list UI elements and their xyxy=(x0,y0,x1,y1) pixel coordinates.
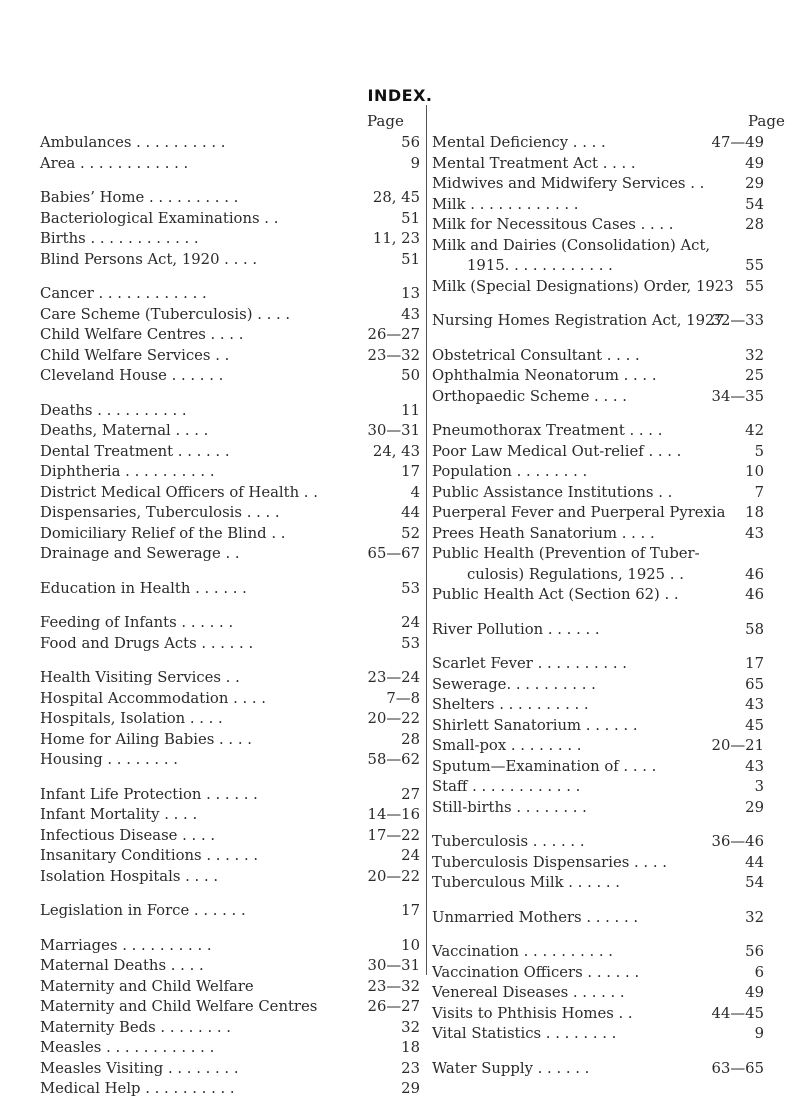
index-entry-page: 55 xyxy=(745,277,764,295)
index-entry-page: 11, 23 xyxy=(372,230,420,247)
index-entry-name: River Pollution . . . . . . xyxy=(432,620,600,638)
index-entry-page: 26—27 xyxy=(367,326,420,343)
index-entry-name: Diphtheria . . . . . . . . . . xyxy=(40,463,215,480)
index-entry-name: Legislation in Force . . . . . . xyxy=(40,902,246,919)
index-entry xyxy=(432,798,764,819)
index-entry-page: 50 xyxy=(401,367,420,384)
page-title: INDEX. xyxy=(367,86,433,105)
index-entry-page: 11 xyxy=(401,401,420,419)
index-entry xyxy=(432,524,764,545)
index-entry-page: 32 xyxy=(745,908,764,926)
index-entry xyxy=(40,250,420,271)
index-entry-name: Ophthalmia Neonatorum . . . . xyxy=(432,367,657,384)
index-entry xyxy=(432,1059,764,1080)
index-entry-name: Insanitary Conditions . . . . . . xyxy=(40,847,259,864)
index-entry xyxy=(40,805,420,826)
index-entry-name: Milk for Necessitous Cases . . . . xyxy=(432,216,674,233)
index-entry-page: 24, 43 xyxy=(372,442,420,460)
index-entry-page: 20—22 xyxy=(367,867,420,885)
index-entry xyxy=(40,133,420,154)
index-entry xyxy=(40,1018,420,1039)
index-entry-name: Tuberculosis Dispensaries . . . . xyxy=(432,853,667,871)
index-entry xyxy=(432,387,764,408)
index-entry-name: District Medical Officers of Health . . xyxy=(40,483,318,501)
index-entry-page: 20—21 xyxy=(711,737,764,754)
index-entry-page: 43 xyxy=(401,305,420,323)
index-entry-page: 44 xyxy=(401,504,420,521)
index-entry-name: Ambulances . . . . . . . . . . xyxy=(40,134,226,151)
index-entry-name: Feeding of Infants . . . . . . xyxy=(40,614,234,631)
index-entry-page: 32 xyxy=(745,346,764,364)
index-entry-page: 53 xyxy=(401,634,420,652)
index-entry-page: 63—65 xyxy=(711,1059,764,1077)
index-entry xyxy=(432,963,764,984)
index-entry-name: Medical Help . . . . . . . . . . xyxy=(40,1080,235,1097)
index-entry-name: Child Welfare Centres . . . . xyxy=(40,326,244,343)
index-entry-page: 4 xyxy=(410,483,420,501)
index-entry-name: Milk (Special Designations) Order, 1923 xyxy=(432,277,734,295)
index-entry xyxy=(40,229,420,250)
index-entry xyxy=(40,442,420,463)
index-entry-name: Area . . . . . . . . . . . . xyxy=(40,154,189,172)
index-entry xyxy=(40,867,420,888)
index-entry-page: 18 xyxy=(745,504,764,521)
index-entry-page: 27 xyxy=(401,785,420,803)
index-entry xyxy=(432,853,764,874)
index-entry-name: 1915. . . . . . . . . . . . xyxy=(467,257,613,274)
index-entry xyxy=(40,209,420,230)
index-entry xyxy=(432,277,764,298)
index-entry-name: Venereal Diseases . . . . . . xyxy=(432,984,625,1001)
index-entry-page: 13 xyxy=(401,285,420,302)
index-entry-name: Public Health Act (Section 62) . . xyxy=(432,586,679,603)
index-entry xyxy=(432,983,764,1004)
index-entry-name: Prees Heath Sanatorium . . . . xyxy=(432,524,655,542)
index-entry xyxy=(432,942,764,963)
index-entry-page: 17 xyxy=(401,902,420,919)
index-entry xyxy=(432,346,764,367)
index-entry-page: 54 xyxy=(745,195,764,213)
index-entry xyxy=(432,154,764,175)
index-entry-page: 10 xyxy=(401,936,420,954)
index-entry-page: 24 xyxy=(401,614,420,631)
index-entry-page: 10 xyxy=(745,463,764,480)
index-entry xyxy=(40,689,420,710)
index-entry xyxy=(40,483,420,504)
index-entry-page: 23 xyxy=(401,1059,420,1077)
index-entry-name: Water Supply . . . . . . xyxy=(432,1059,590,1077)
index-entry xyxy=(432,777,764,798)
index-entry xyxy=(40,462,420,483)
index-entry-name: Dispensaries, Tuberculosis . . . . xyxy=(40,504,280,521)
index-entry xyxy=(432,908,764,929)
index-entry-name: Small-pox . . . . . . . . xyxy=(432,737,582,754)
index-entry-name: Sewerage. . . . . . . . . . xyxy=(432,675,596,693)
index-entry-name: Education in Health . . . . . . xyxy=(40,579,247,597)
index-entry xyxy=(432,462,764,483)
index-entry-name: Tuberculous Milk . . . . . . xyxy=(432,874,621,891)
index-entry xyxy=(432,757,764,778)
index-entry-name: Drainage and Sewerage . . xyxy=(40,545,240,562)
index-entry xyxy=(432,565,764,586)
index-entry xyxy=(40,1079,420,1100)
index-entry xyxy=(432,215,764,236)
index-entry xyxy=(432,311,764,332)
index-entry xyxy=(432,675,764,696)
index-entry-page: 34—35 xyxy=(711,387,764,405)
index-entry xyxy=(40,709,420,730)
index-entry xyxy=(432,620,764,641)
index-entry xyxy=(40,284,420,305)
index-entry-page: 9 xyxy=(754,1025,764,1042)
index-entry-name: Cleveland House . . . . . . xyxy=(40,367,224,384)
index-entry xyxy=(40,346,420,367)
index-entry-name: Tuberculosis . . . . . . xyxy=(432,833,585,850)
index-entry xyxy=(40,785,420,806)
index-entry-name: Deaths, Maternal . . . . xyxy=(40,422,209,439)
index-entry-page: 56 xyxy=(745,943,764,960)
index-entry-name: culosis) Regulations, 1925 . . xyxy=(467,565,684,583)
index-entry-page: 49 xyxy=(745,984,764,1001)
index-entry-page: 30—31 xyxy=(367,957,420,974)
index-entry-page: 29 xyxy=(401,1080,420,1097)
index-entry-page: 9 xyxy=(410,154,420,172)
index-entry-page: 17—22 xyxy=(367,826,420,844)
index-entry xyxy=(40,901,420,922)
index-entry-page: 28 xyxy=(401,730,420,748)
index-entry-name: Home for Ailing Babies . . . . xyxy=(40,730,252,748)
index-entry-name: Sputum—Examination of . . . . xyxy=(432,757,657,775)
index-entry-name: Isolation Hospitals . . . . xyxy=(40,867,219,885)
index-entry-name: Measles Visiting . . . . . . . . xyxy=(40,1059,239,1077)
index-entry-name: Shirlett Sanatorium . . . . . . xyxy=(432,716,638,734)
index-entry xyxy=(432,695,764,716)
index-entry-name: Marriages . . . . . . . . . . xyxy=(40,936,212,954)
index-entry-page: 5 xyxy=(754,442,764,460)
index-entry xyxy=(432,736,764,757)
index-entry-page: 30—31 xyxy=(367,422,420,439)
index-entry-name: Child Welfare Services . . xyxy=(40,346,230,364)
index-entry xyxy=(40,634,420,655)
index-entry-name: Vital Statistics . . . . . . . . xyxy=(432,1025,617,1042)
index-entry-page: 28 xyxy=(745,216,764,233)
page-column-header-left: Page xyxy=(367,112,404,130)
index-entry-page: 32—33 xyxy=(711,312,764,329)
index-entry-name: Maternity Beds . . . . . . . . xyxy=(40,1018,231,1036)
index-entry-page: 65 xyxy=(745,675,764,693)
index-entry-page: 58 xyxy=(745,620,764,638)
index-entry-page: 42 xyxy=(745,422,764,439)
index-entry-page: 23—32 xyxy=(367,346,420,364)
index-entry xyxy=(40,401,420,422)
index-entry-page: 14—16 xyxy=(367,806,420,823)
index-entry-name: Blind Persons Act, 1920 . . . . xyxy=(40,250,258,268)
index-entry xyxy=(432,716,764,737)
index-entry xyxy=(40,503,420,524)
index-entry-page: 17 xyxy=(401,463,420,480)
index-entry-name: Vaccination Officers . . . . . . xyxy=(432,963,640,981)
index-entry-page: 29 xyxy=(745,175,764,192)
index-entry-name: Obstetrical Consultant . . . . xyxy=(432,346,640,364)
index-entry-page: 7—8 xyxy=(386,689,420,707)
index-entry xyxy=(40,305,420,326)
index-entry xyxy=(432,503,764,524)
index-entry-name: Poor Law Medical Out-relief . . . . xyxy=(432,442,682,460)
index-entry xyxy=(432,585,764,606)
index-entry xyxy=(432,544,764,565)
index-entry-name: Population . . . . . . . . xyxy=(432,463,588,480)
index-entry-name: Still-births . . . . . . . . xyxy=(432,798,587,816)
index-entry-name: Public Assistance Institutions . . xyxy=(432,483,673,501)
index-entry-name: Orthopaedic Scheme . . . . xyxy=(432,387,627,405)
index-entry-page: 65—67 xyxy=(367,545,420,562)
index-entry-page: 47—49 xyxy=(711,134,764,151)
index-entry xyxy=(432,873,764,894)
index-entry-name: Hospitals, Isolation . . . . xyxy=(40,710,223,727)
index-entry-name: Mental Treatment Act . . . . xyxy=(432,154,636,172)
index-entry xyxy=(432,236,764,257)
index-entry-page: 53 xyxy=(401,579,420,597)
column-divider xyxy=(426,105,427,975)
index-entry-page: 44—45 xyxy=(711,1004,764,1022)
index-entry xyxy=(40,977,420,998)
index-entry-name: Infant Mortality . . . . xyxy=(40,806,198,823)
index-entry-page: 51 xyxy=(401,209,420,227)
index-entry xyxy=(40,325,420,346)
index-entry-name: Puerperal Fever and Puerperal Pyrexia xyxy=(432,504,726,521)
index-entry-page: 56 xyxy=(401,134,420,151)
index-entry-page: 29 xyxy=(745,798,764,816)
index-entry-page: 20—22 xyxy=(367,710,420,727)
index-entry xyxy=(40,524,420,545)
index-entry-page: 6 xyxy=(754,963,764,981)
index-entry-page: 23—24 xyxy=(367,669,420,686)
index-entry-name: Infectious Disease . . . . xyxy=(40,826,216,844)
index-entry-name: Scarlet Fever . . . . . . . . . . xyxy=(432,655,627,672)
index-entry-name: Dental Treatment . . . . . . xyxy=(40,442,230,460)
index-entry-name: Care Scheme (Tuberculosis) . . . . xyxy=(40,305,291,323)
index-entry-page: 3 xyxy=(754,778,764,795)
index-entry-name: Births . . . . . . . . . . . . xyxy=(40,230,199,247)
index-entry xyxy=(432,442,764,463)
index-entry-name: Babies’ Home . . . . . . . . . . xyxy=(40,189,239,206)
index-entry xyxy=(40,956,420,977)
index-entry xyxy=(40,826,420,847)
index-entry xyxy=(40,1038,420,1059)
index-entry-name: Shelters . . . . . . . . . . xyxy=(432,696,589,713)
index-entry-name: Bacteriological Examinations . . xyxy=(40,209,279,227)
index-entry xyxy=(40,613,420,634)
index-entry-page: 54 xyxy=(745,874,764,891)
index-entry-page: 26—27 xyxy=(367,998,420,1015)
index-entry-name: Nursing Homes Registration Act, 1927 xyxy=(432,312,724,329)
index-entry-name: Domiciliary Relief of the Blind . . xyxy=(40,524,286,542)
index-entry-name: Public Health (Prevention of Tuber- xyxy=(432,545,700,562)
index-entry-page: 58—62 xyxy=(367,751,420,768)
index-entry-name: Food and Drugs Acts . . . . . . xyxy=(40,634,254,652)
index-entry-page: 43 xyxy=(745,696,764,713)
index-entry xyxy=(40,846,420,867)
index-entry-page: 18 xyxy=(401,1039,420,1056)
index-entry-name: Maternity and Child Welfare Centres xyxy=(40,998,318,1015)
page-column-header-right: Page xyxy=(748,112,785,130)
index-entry-page: 25 xyxy=(745,367,764,384)
index-entry-name: Vaccination . . . . . . . . . . xyxy=(432,943,613,960)
index-entry-name: Milk and Dairies (Consolidation) Act, xyxy=(432,236,711,254)
index-entry-page: 44 xyxy=(745,853,764,871)
index-entry-name: Staff . . . . . . . . . . . . xyxy=(432,778,581,795)
index-entry xyxy=(40,579,420,600)
index-entry-page: 36—46 xyxy=(711,833,764,850)
index-entry-name: Visits to Phthisis Homes . . xyxy=(432,1004,633,1022)
index-entry-page: 17 xyxy=(745,655,764,672)
index-entry-page: 23—32 xyxy=(367,977,420,995)
index-entry-page: 46 xyxy=(745,586,764,603)
index-entry xyxy=(40,668,420,689)
index-entry xyxy=(40,730,420,751)
index-entry xyxy=(432,832,764,853)
index-entry-page: 43 xyxy=(745,524,764,542)
index-entry xyxy=(432,483,764,504)
index-entry xyxy=(40,997,420,1018)
index-column-left xyxy=(40,133,420,1100)
index-entry xyxy=(432,195,764,216)
index-entry-name: Mental Deficiency . . . . xyxy=(432,134,606,151)
index-entry xyxy=(40,154,420,175)
index-entry-name: Deaths . . . . . . . . . . xyxy=(40,401,187,419)
index-entry-name: Cancer . . . . . . . . . . . . xyxy=(40,285,207,302)
index-entry xyxy=(40,1059,420,1080)
index-entry-name: Health Visiting Services . . xyxy=(40,669,240,686)
index-entry-name: Infant Life Protection . . . . . . xyxy=(40,785,258,803)
index-entry-page: 32 xyxy=(401,1018,420,1036)
index-entry xyxy=(40,366,420,387)
index-entry-page: 43 xyxy=(745,757,764,775)
index-entry-name: Maternity and Child Welfare xyxy=(40,977,254,995)
index-entry-name: Maternal Deaths . . . . xyxy=(40,957,204,974)
index-entry xyxy=(40,936,420,957)
index-entry-name: Unmarried Mothers . . . . . . xyxy=(432,908,639,926)
index-entry xyxy=(432,256,764,277)
index-column-right xyxy=(432,133,764,1079)
index-entry xyxy=(432,366,764,387)
index-entry-page: 45 xyxy=(745,716,764,734)
index-entry-page: 28, 45 xyxy=(372,189,420,206)
index-entry-page: 52 xyxy=(401,524,420,542)
index-entry-name: Housing . . . . . . . . xyxy=(40,751,178,768)
index-entry xyxy=(432,133,764,154)
index-entry-page: 51 xyxy=(401,250,420,268)
index-entry xyxy=(432,1024,764,1045)
index-entry-page: 46 xyxy=(745,565,764,583)
index-entry-page: 55 xyxy=(745,257,764,274)
index-entry xyxy=(40,421,420,442)
index-entry-name: Pneumothorax Treatment . . . . xyxy=(432,422,663,439)
index-entry xyxy=(432,654,764,675)
index-entry-name: Midwives and Midwifery Services . . xyxy=(432,175,705,192)
index-entry xyxy=(432,1004,764,1025)
index-entry xyxy=(40,544,420,565)
index-entry xyxy=(432,421,764,442)
index-entry-page: 7 xyxy=(754,483,764,501)
index-entry xyxy=(432,174,764,195)
index-entry xyxy=(40,188,420,209)
index-entry xyxy=(40,750,420,771)
index-entry-name: Hospital Accommodation . . . . xyxy=(40,689,266,707)
index-entry-page: 24 xyxy=(401,847,420,864)
index-entry-page: 49 xyxy=(745,154,764,172)
index-entry-name: Milk . . . . . . . . . . . . xyxy=(432,195,579,213)
index-entry-name: Measles . . . . . . . . . . . . xyxy=(40,1039,215,1056)
